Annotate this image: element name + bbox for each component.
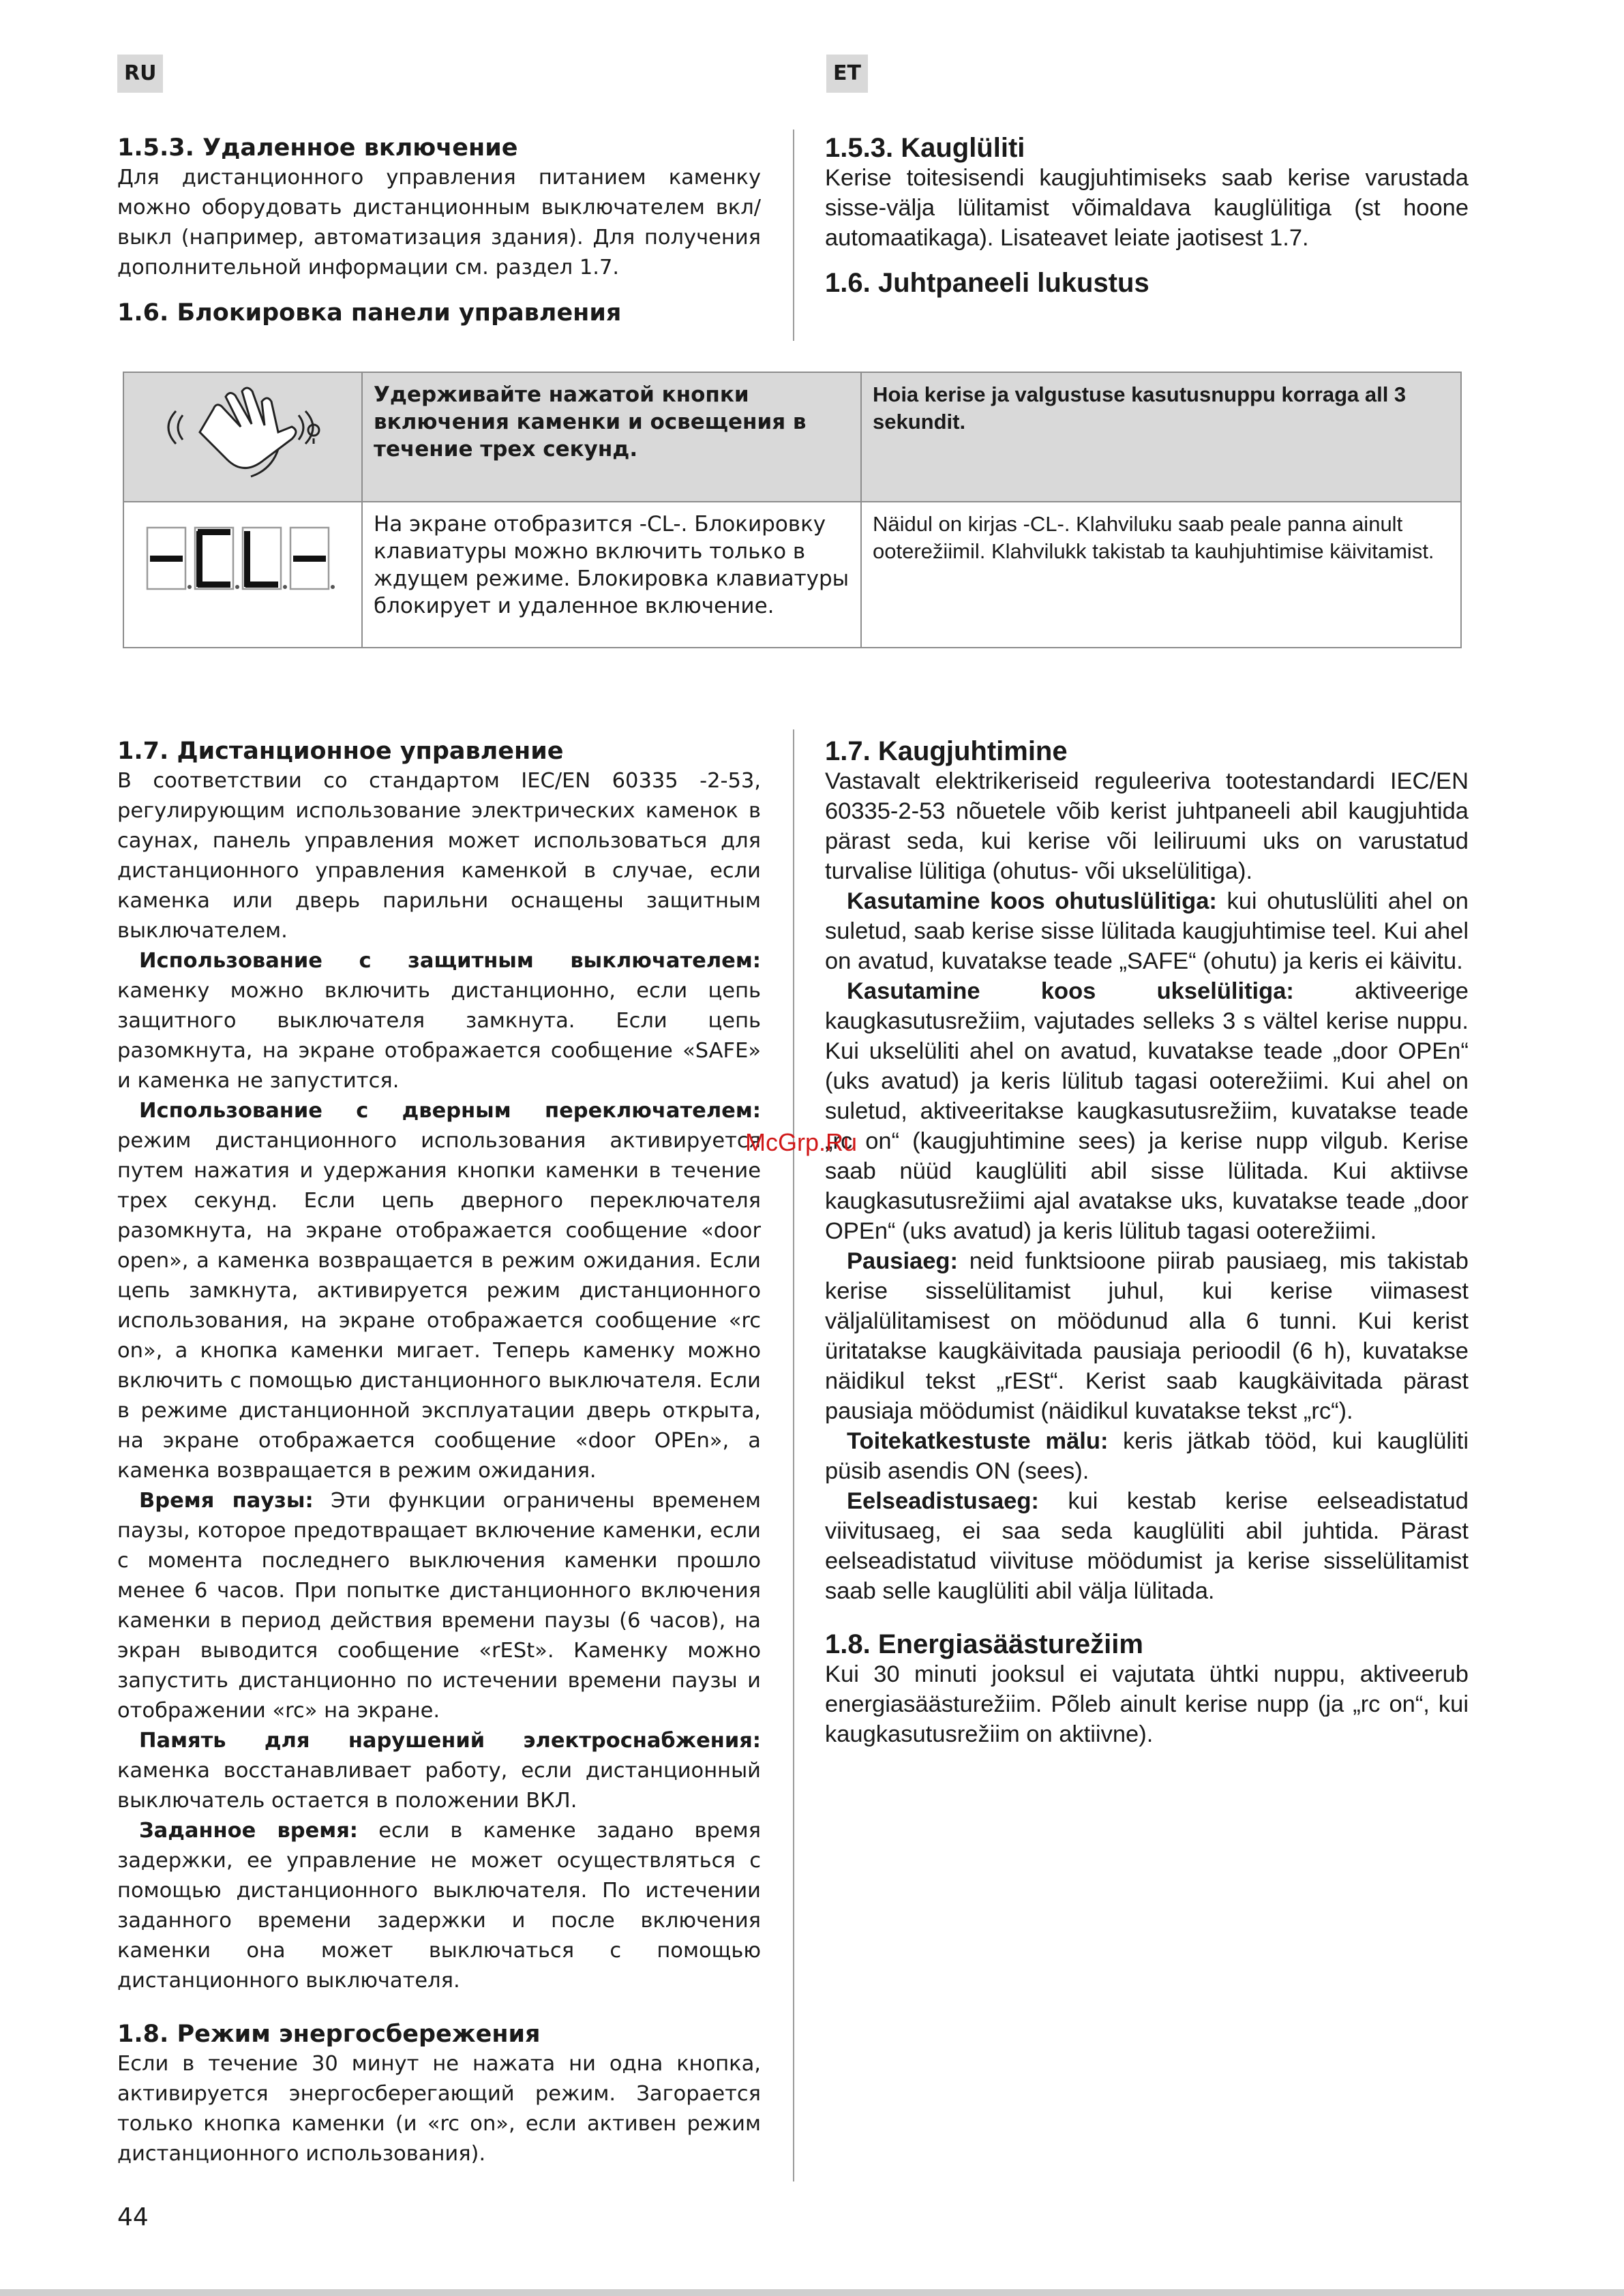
et-para-power-memory: Toitekatkestuste mälu: keris jätkab tööd, kui kauglüliti püsib asendis ON (sees). bbox=[825, 1428, 1469, 1484]
ru-para-safety-switch: Использование с защитным выключателем: каменку можно включить дистанционно, если цепь защитного выключателя замкнута. Если цепь разомкнута, на экране отображается сообщение «SAFE» и каменка не запустится. bbox=[117, 949, 761, 1093]
ru-para-door-switch: Использование с дверным переключателем: режим дистанционного использования активируется путем нажатия и удержания кнопки каменки в течение трех секунд. Если цепь дверного переключателя разомкнута, на экране отображается сообщение «door open», а каменка возвращается в режим ожидания. Если цепь замкнута, активируется режим дистанционного использования, на экране отображается сообщение «rc on», а кнопка каменки мигает. Теперь каменку можно включить с помощью дистанционного выключателя. Если в режиме дистанционной эксплуатации дверь открыта, на экране отображается сообщение «door OPEn», а каменка возвращается в режим ожидания. bbox=[117, 1099, 761, 1483]
et-heading-1-6: 1.6. Juhtpaneeli lukustus bbox=[825, 268, 1149, 298]
lock-display-ru: На экране отобразится -CL-. Блокировку клавиатуры можно включить только в ждущем режиме. Блокировка клавиатуры блокирует и удаленное включение. bbox=[374, 512, 849, 618]
hand-press-icon bbox=[135, 381, 346, 483]
page-number: 44 bbox=[117, 2203, 149, 2231]
lock-instruction-et: Hoia kerise ja valgustuse kasutusnuppu korraga all 3 sekundit. bbox=[873, 382, 1407, 434]
watermark-text: McGrp.Ru bbox=[745, 1128, 858, 1156]
ru-heading-1-8: 1.8. Режим энергосбережения bbox=[117, 2021, 541, 2048]
ru-para-pause-time: Время паузы: Эти функции ограничены временем паузы, которое предотвращает включение каменки, если с момента последнего выключения каменки прошло менее 6 часов. При попытке дистанционного включения каменки в период действия времени паузы (6 часов), на экран выводится сообщение «rESt». Каменку можно запустить дистанционно по истечении времени паузы и отображении «rc» на экране. bbox=[117, 1489, 761, 1723]
et-heading-1-7: 1.7. Kaugjuhtimine bbox=[825, 736, 1068, 766]
lock-display-et: Näidul on kirjas -CL-. Klahviluku saab peale panna ainult ooterežiimil. Klahvilukk takistab ta kauhjuhtimise käivitamist. bbox=[873, 512, 1434, 563]
ru-heading-1-5-3: 1.5.3. Удаленное включение bbox=[117, 134, 518, 162]
page-bottom-border bbox=[0, 2289, 1624, 2296]
ru-para-power-memory: Память для нарушений электроснабжения: каменка восстанавливает работу, если дистанционный выключатель остается в положении ВКЛ. bbox=[117, 1729, 761, 1813]
lock-instruction-ru: Удерживайте нажатой кнопки включения каменки и освещения в течение трех секунд. bbox=[374, 382, 807, 462]
et-heading-1-8: 1.8. Energiasäästurežiim bbox=[825, 1629, 1143, 1659]
ru-text-1-5-3: Для дистанционного управления питанием каменку можно оборудовать дистанционным выключателем вкл/выкл (например, автоматизация здания). Для получения дополнительной информации см. раздел 1.7. bbox=[117, 166, 761, 280]
et-text-1-7: Vastavalt elektrikeriseid reguleeriva tootestandardi IEC/EN 60335-2-53 nõuetele võib kerist juhtpaneeli abil kaugjuhtida pärast seda, kui kerise või leiliruumi uks on varustatud turvalise lülitiga (ohutus- või ukselülitiga). bbox=[825, 768, 1469, 884]
display-cl-cell bbox=[123, 502, 362, 648]
lang-tag-et: ET bbox=[826, 55, 868, 93]
hand-press-illustration-cell bbox=[123, 372, 362, 502]
ru-text-1-8: Если в течение 30 минут не нажата ни одна кнопка, активируется энергосберегающий режим. Загорается только кнопка каменки (и «rc on», если активен режим дистанционного использования). bbox=[117, 2052, 761, 2166]
et-para-door-switch: Kasutamine koos ukselülitiga: aktiveerige kaugkasutusrežiim, vajutades selleks 3 s vältel kerise nuppu. Kui ukselüliti ahel on avatud, kuvatakse teade „door OPEn“ (uks avatud) ja keris lülitub tagasi ooterežiimi. Kui ahel on suletud, aktiveeritakse kaugkasutusrežiim, kuvatakse teade „rc on“ (kaugjuhtimine sees) ja kerise nupp vilgub. Kerise saab nüüd kauglüliti abil sisse lülitada. Kui aktiivse kaugkasutusrežiimi ajal avatakse uks, kuvatakse teade „door OPEn“ (uks avatud) ja keris lülitub tagasi ooterežiimi. bbox=[825, 978, 1469, 1244]
column-divider-bottom bbox=[793, 729, 794, 2181]
et-para-safety-switch: Kasutamine koos ohutuslülitiga: kui ohutuslüliti ahel on suletud, saab kerise sisse lülitada kaugjuhtimise teel. Kui ahel on avatud, kuvatakse teade „SAFE“ (ohutu) ja keris ei käivitu. bbox=[825, 888, 1469, 974]
lang-tag-ru: RU bbox=[117, 55, 163, 93]
et-heading-1-5-3: 1.5.3. Kauglüliti bbox=[825, 133, 1025, 163]
column-divider-top bbox=[793, 130, 794, 341]
lock-instruction-table bbox=[123, 372, 1462, 648]
et-text-1-8: Kui 30 minuti jooksul ei vajutata ühtki nuppu, aktiveerub energiasäästurežiim. Põleb ainult kerise nupp (ja „rc on“, kui kaugkasutusrežiim on aktiivne). bbox=[825, 1661, 1469, 1747]
ru-heading-1-6: 1.6. Блокировка панели управления bbox=[117, 299, 622, 327]
seven-segment-cl-display-icon bbox=[135, 511, 346, 606]
et-para-pause-time: Pausiaeg: neid funktsioone piirab pausiaeg, mis takistab kerise sisselülitamist juhul, kui kerise viimasest väljalülitamisest on möödunud alla 6 tunni. Kui kerist üritatakse kaugkäivitada pausiaja perioodil (6 h), kuvatakse näidikul tekst „rESt“. Kerist saab kaugkäivitada pärast pausiaja möödumist (näidikul kuvatakse tekst „rc“). bbox=[825, 1248, 1469, 1424]
ru-section-1-5-3 bbox=[117, 133, 761, 328]
et-para-preset-time: Eelseadistusaeg: kui kestab kerise eelseadistatud viivitusaeg, ei saa seda kauglüliti abil juhtida. Pärast eelseadistatud viivituse möödumist ja kerise sisselülitamist saab selle kauglüliti abil välja lülitada. bbox=[825, 1488, 1469, 1604]
et-text-1-5-3: Kerise toitesisendi kaugjuhtimiseks saab kerise varustada sisse-välja lülitamist võimaldava kauglülitiga (st hoone automaatikaga). Lisateavet leiate jaotisest 1.7. bbox=[825, 165, 1469, 251]
et-section-1-5-3 bbox=[825, 133, 1469, 298]
ru-heading-1-7: 1.7. Дистанционное управление bbox=[117, 738, 564, 765]
ru-para-preset-time: Заданное время: если в каменке задано время задержки, ее управление не может осуществляться с помощью дистанционного выключателя. По истечении заданного времени задержки и после включения каменки она может выключаться с помощью дистанционного выключателя. bbox=[117, 1819, 762, 1993]
ru-text-1-7: В соответствии со стандартом IEC/EN 60335 -2-53, регулирующим использование электрических каменок в саунах, панель управления может использоваться для дистанционного управления каменкой в случае, если каменка или дверь парильни оснащены защитным выключателем. bbox=[117, 769, 761, 943]
et-section-1-7 bbox=[825, 736, 1469, 1749]
ru-section-1-7 bbox=[117, 736, 761, 2169]
